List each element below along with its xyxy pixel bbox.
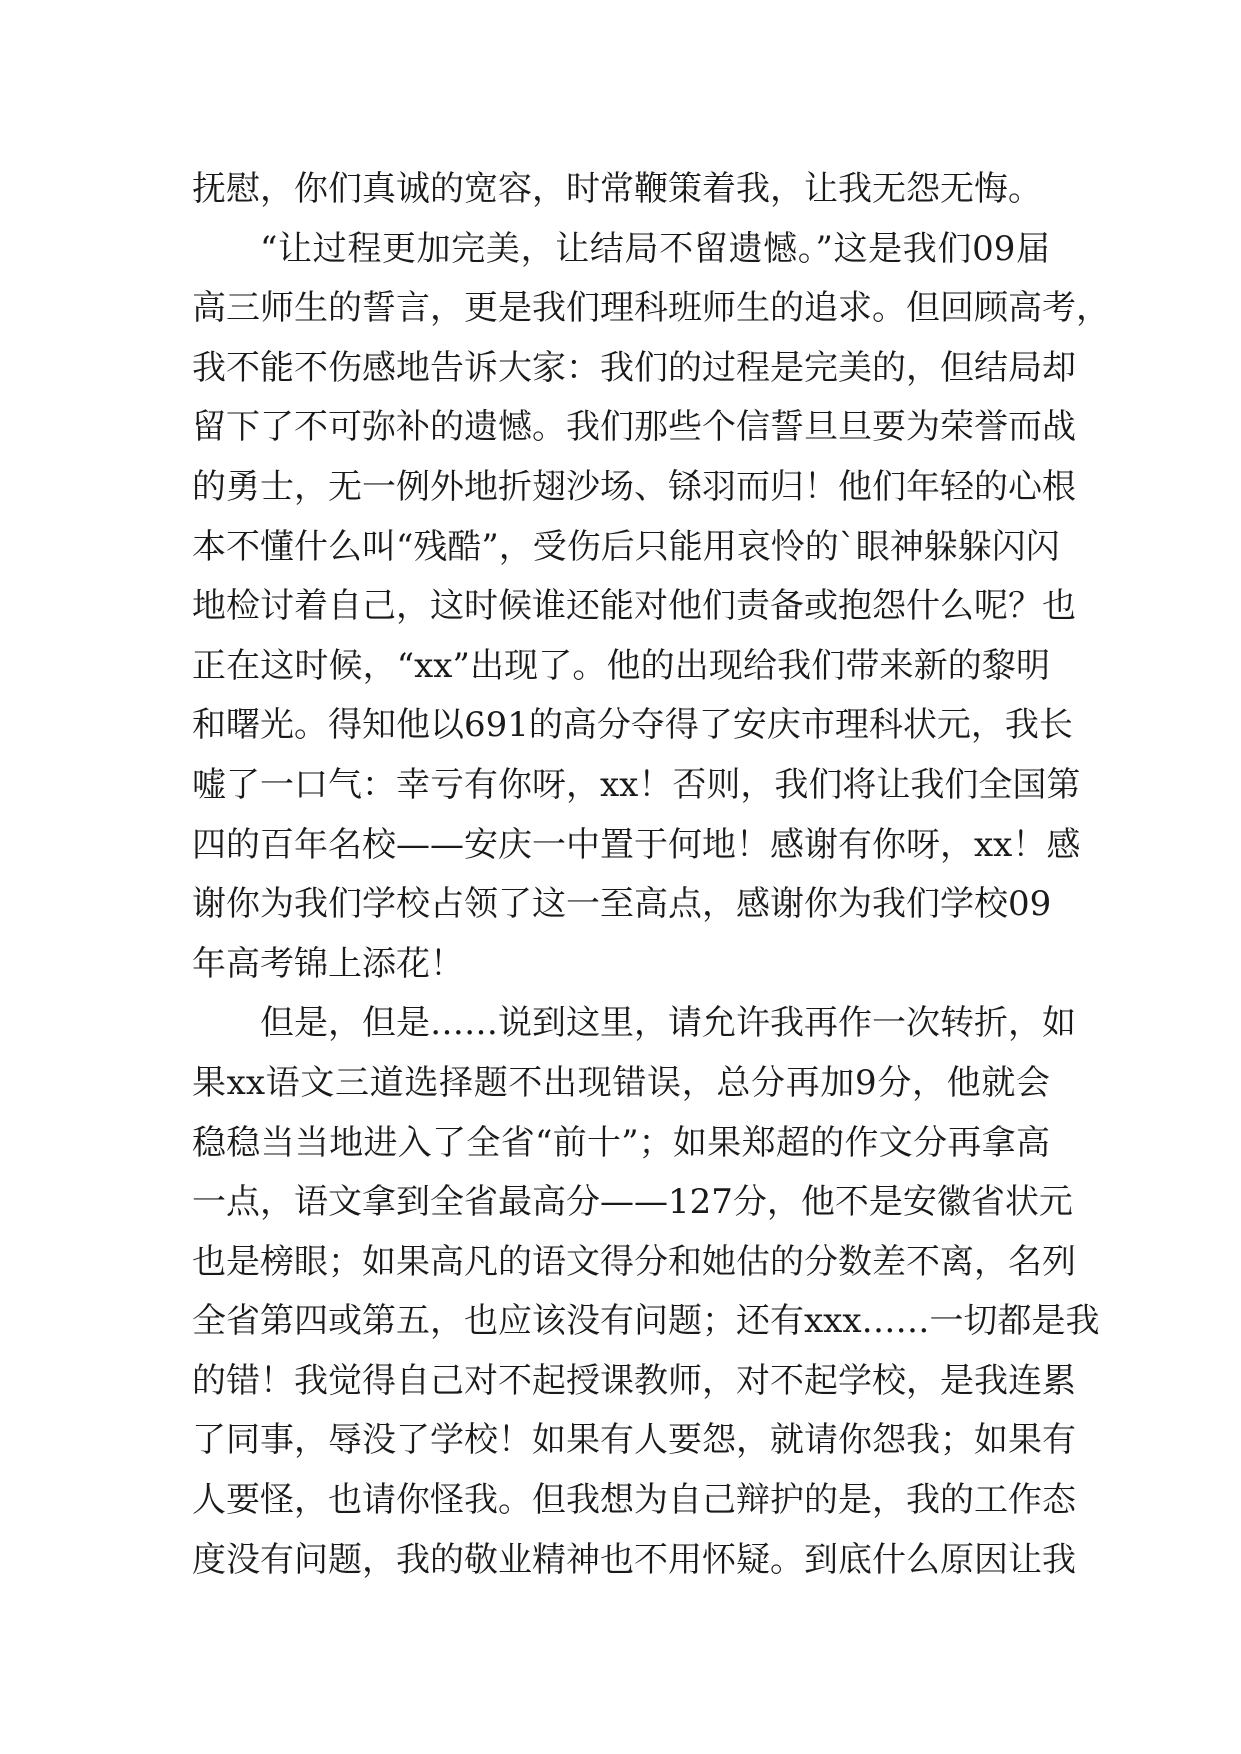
paragraph-start-line: 但是，但是……说到这里，请允许我再作一次转折，如 — [260, 1003, 1076, 1044]
text-line: 四的百年名校——安庆一中置于何地！感谢有你呀，xx！感 — [192, 824, 1081, 865]
text-line: 本不懂什么叫“残酷”，受伤后只能用哀怜的`眼神躲躲闪闪 — [192, 526, 1060, 567]
text-line: 的错！我觉得自己对不起授课教师，对不起学校，是我连累 — [192, 1360, 1076, 1401]
paragraph-start-line: “让过程更加完美，让结局不留遗憾。”这是我们09届 — [260, 228, 1050, 269]
text-line: 也是榜眼；如果高凡的语文得分和她估的分数差不离，名列 — [192, 1241, 1076, 1282]
text-line: 果xx语文三道选择题不出现错误，总分再加9分，他就会 — [192, 1062, 1050, 1103]
text-line: 了同事，辱没了学校！如果有人要怨，就请你怨我；如果有 — [192, 1420, 1076, 1461]
text-line: 年高考锦上添花！ — [192, 943, 464, 984]
text-line: 稳稳当当地进入了全省“前十”；如果郑超的作文分再拿高 — [192, 1122, 1050, 1163]
text-line: 人要怪，也请你怪我。但我想为自己辩护的是，我的工作态 — [192, 1480, 1076, 1521]
text-line: 地检讨着自己，这时候谁还能对他们责备或抱怨什么呢？也 — [192, 586, 1076, 627]
text-line: 和曙光。得知他以691的高分夺得了安庆市理科状元，我长 — [192, 705, 1073, 746]
text-line: 我不能不伤感地告诉大家：我们的过程是完美的，但结局却 — [192, 347, 1076, 388]
text-line: 嘘了一口气：幸亏有你呀，xx！否则，我们将让我们全国第 — [192, 764, 1081, 805]
text-line: 的勇士，无一例外地折翅沙场、铩羽而归！他们年轻的心根 — [192, 466, 1076, 507]
text-line: 抚慰，你们真诚的宽容，时常鞭策着我，让我无怨无悔。 — [192, 169, 1042, 209]
text-line: 谢你为我们学校占领了这一至高点，感谢你为我们学校09 — [192, 884, 1052, 925]
document-body — [192, 160, 1110, 1590]
text-line: 高三师生的誓言，更是我们理科班师生的追求。但回顾高考， — [192, 288, 1110, 329]
text-line: 正在这时候，“xx”出现了。他的出现给我们带来新的黎明 — [192, 645, 1050, 686]
text-line: 度没有问题，我的敬业精神也不用怀疑。到底什么原因让我 — [192, 1539, 1076, 1580]
text-line: 留下了不可弥补的遗憾。我们那些个信誓旦旦要为荣誉而战 — [192, 407, 1076, 448]
text-line: 全省第四或第五，也应该没有问题；还有xxx……一切都是我 — [192, 1301, 1100, 1342]
text-line: 一点，语文拿到全省最高分——127分，他不是安徽省状元 — [192, 1182, 1073, 1223]
